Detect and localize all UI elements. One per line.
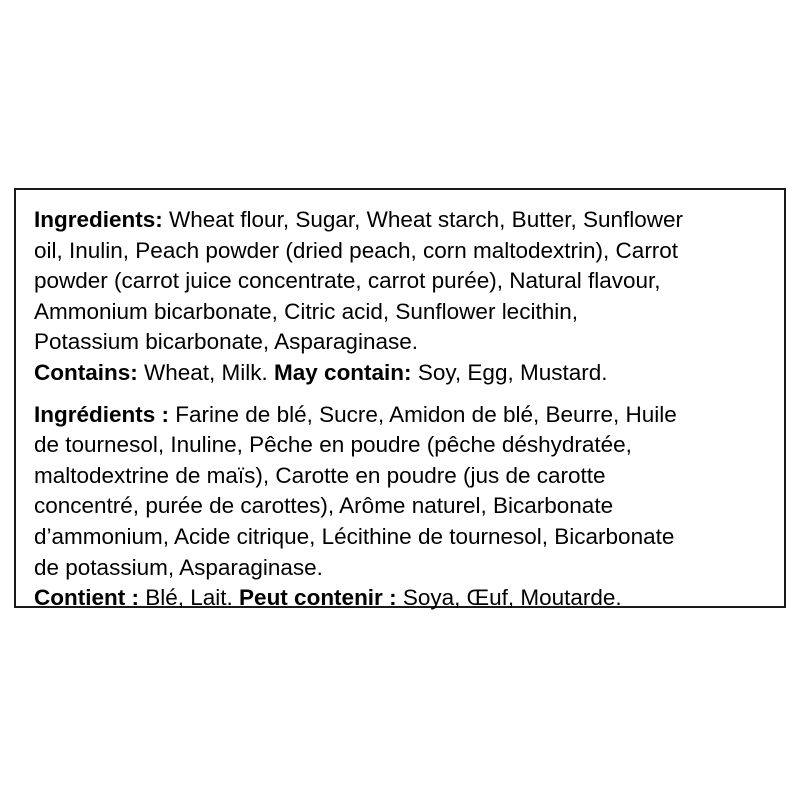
french-ingredients-line-3: maltodextrine de maïs), Carotte en poudre (jus de carotte xyxy=(34,462,606,488)
french-ingredients-line-6: de potassium, Asparaginase. xyxy=(34,554,323,580)
english-ingredients-line-3: powder (carrot juice concentrate, carrot purée), Natural flavour, xyxy=(34,268,661,294)
english-allergen-statement xyxy=(34,358,766,389)
english-ingredients-heading: Ingredients: xyxy=(34,207,163,232)
english-ingredients-line-5: Potassium bicarbonate, Asparaginase. xyxy=(34,329,418,355)
french-ingredients-line-4: concentré, purée de carottes), Arôme naturel, Bicarbonate xyxy=(34,493,614,519)
french-ingredients-line-2: de tournesol, Inuline, Pêche en poudre (pêche déshydratée, xyxy=(34,432,632,458)
english-ingredients-text: Wheat flour, Sugar, Wheat starch, Butter, Sunflower xyxy=(162,207,684,232)
french-may-contain-text: Soya, Œuf, Moutarde. xyxy=(396,585,622,611)
french-ingredients-text: Farine de blé, Sucre, Amidon de blé, Beurre, Huile xyxy=(169,401,677,427)
ingredients-label-box xyxy=(14,188,786,611)
french-ingredients-paragraph xyxy=(34,400,766,614)
english-ingredients-line-1 xyxy=(34,205,766,236)
english-contains-heading: Contains: xyxy=(34,359,138,385)
french-contains-text: Blé, Lait. xyxy=(138,585,240,611)
english-ingredients-line-4: Ammonium bicarbonate, Citric acid, Sunflower lecithin, xyxy=(34,298,578,324)
french-ingredients-line-1 xyxy=(34,400,766,431)
french-contains-heading: Contient : xyxy=(34,585,139,611)
english-may-contain-text: Soy, Egg, Mustard. xyxy=(411,359,608,385)
english-ingredients-paragraph xyxy=(34,205,766,389)
french-may-contain-heading: Peut contenir : xyxy=(239,585,397,611)
french-ingredients-heading: Ingrédients : xyxy=(34,401,170,427)
english-ingredients-line-2: oil, Inulin, Peach powder (dried peach, corn maltodextrin), Carrot xyxy=(34,237,679,263)
french-ingredients-line-5: d’ammonium, Acide citrique, Lécithine de tournesol, Bicarbonate xyxy=(34,523,675,549)
section-spacer xyxy=(34,389,766,400)
english-contains-text: Wheat, Milk. xyxy=(137,359,275,385)
english-may-contain-heading: May contain: xyxy=(274,359,412,385)
french-allergen-statement xyxy=(34,583,766,614)
